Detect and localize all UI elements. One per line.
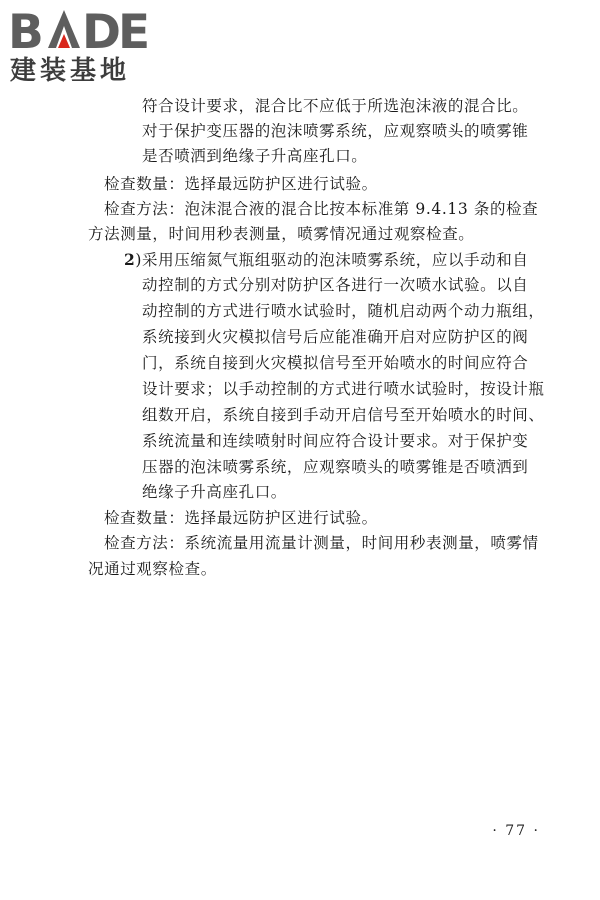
text-line: 是否喷洒到绝缘子升高座孔口。 (142, 147, 368, 165)
text-line: 对于保护变压器的泡沫喷雾系统，应观察喷头的喷雾锥 (142, 122, 529, 140)
page-number: · 77 · (492, 823, 540, 839)
text-line: 符合设计要求，混合比不应低于所选泡沫液的混合比。 (142, 97, 529, 115)
item-2-text: )采用压缩氮气瓶组驱动的泡沫喷雾系统，应以手动和自 (135, 251, 529, 269)
text-line: 动控制的方式分别对防护区各进行一次喷水试验。以自 (142, 276, 529, 294)
text-line: 方法测量，时间用秒表测量，喷雾情况通过观察检查。 (88, 225, 475, 243)
check-method-line: 检查方法：系统流量用流量计测量，时间用秒表测量，喷雾情 (104, 534, 539, 552)
svg-text:E: E (118, 5, 151, 56)
text-line: 系统接到火灾模拟信号后应能准确开启对应防护区的阀 (142, 328, 529, 346)
svg-text:B: B (8, 5, 44, 56)
text-line: 动控制的方式进行喷水试验时，随机启动两个动力瓶组， (142, 302, 545, 320)
check-quantity-line: 检查数量：选择最远防护区进行试验。 (104, 509, 378, 527)
logo-subtitle: 建装基地 (10, 56, 131, 86)
text-line: 绝缘子升高座孔口。 (142, 483, 287, 501)
text-line: 门，系统自接到火灾模拟信号至开始喷水的时间应符合 (142, 354, 529, 372)
text-line: 系统流量和连续喷射时间应符合设计要求。对于保护变 (142, 432, 529, 450)
text-line: 设计要求；以手动控制的方式进行喷水试验时，按设计瓶 (142, 380, 545, 398)
text-line: 组数开启，系统自接到手动开启信号至开始喷水的时间、 (142, 406, 545, 424)
svg-text:D: D (82, 5, 122, 56)
check-method-line: 检查方法：泡沫混合液的混合比按本标准第 9.4.13 条的检查 (104, 200, 539, 218)
text-line: 压器的泡沫喷雾系统，应观察喷头的喷雾锥是否喷洒到 (142, 458, 529, 476)
brand-logo (8, 4, 178, 86)
text-line: 况通过观察检查。 (88, 560, 217, 578)
logo-wordmark (8, 4, 178, 56)
item-number: 2 (124, 250, 136, 269)
check-quantity-line: 检查数量：选择最远防护区进行试验。 (104, 175, 378, 193)
item-2-first-line (124, 250, 528, 270)
